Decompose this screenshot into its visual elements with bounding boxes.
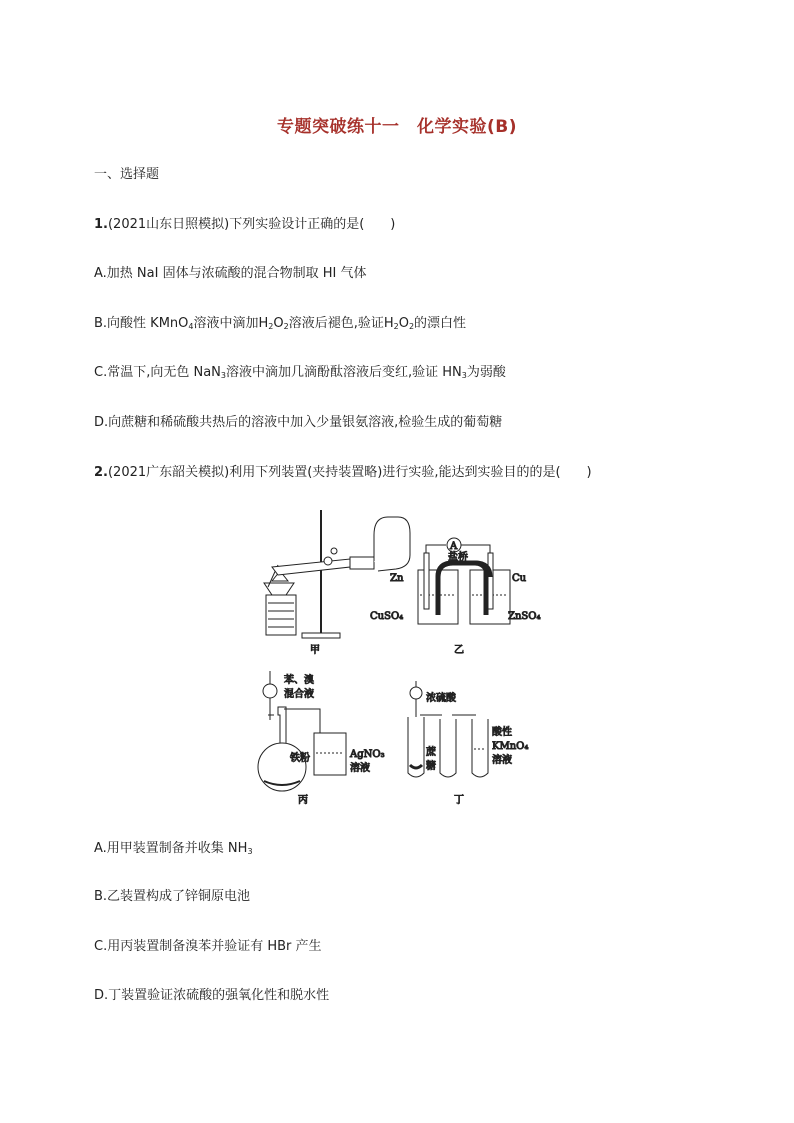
question-2-option-b[interactable]: B.乙装置构成了锌铜原电池	[94, 889, 251, 904]
question-1-number: 1.	[94, 217, 108, 232]
question-1-option-c[interactable]: C.常温下,向无色 NaN$_3$溶液中滴加几滴酚酞溶液后变红,验证 $HN_3$为弱酸	[94, 365, 506, 380]
cu-label: Cu	[512, 573, 527, 584]
caption-ding: 丁	[454, 795, 464, 806]
question-1-stem	[94, 216, 395, 234]
apparatus-bing	[258, 671, 385, 806]
question-2-stem	[94, 464, 592, 482]
sucrose-label-1: 蔗	[426, 747, 436, 758]
kmno4-label-2: KMnO₄	[492, 741, 529, 752]
caption-yi: 乙	[454, 645, 464, 656]
question-1-option-a[interactable]: A.加热 NaI 固体与浓硫酸的混合物制取 HI 气体	[94, 266, 367, 281]
apparatus-jia	[264, 510, 410, 656]
zn-label: Zn	[390, 573, 404, 584]
znso4-label: ZnSO₄	[508, 611, 541, 622]
question-1-option-b[interactable]: B.向酸性 KMnO$_4$溶液中滴加$H_2O_2$溶液后褪色,验证$H_2O_2$的漂白性	[94, 316, 467, 331]
iron-label: 铁粉	[290, 753, 310, 764]
conc-acid-label: 浓硫酸	[426, 693, 456, 704]
agno3-label-2: 溶液	[350, 763, 370, 774]
question-2-number: 2.	[94, 465, 108, 480]
caption-bing: 丙	[298, 795, 308, 806]
question-2-text: (2021广东韶关模拟)利用下列装置(夹持装置略)进行实验,能达到实验目的的是( )	[107, 465, 592, 480]
question-1-text: (2021山东日照模拟)下列实验设计正确的是( )	[107, 217, 396, 232]
kmno4-label-3: 溶液	[492, 755, 512, 766]
apparatus-diagram	[250, 505, 550, 810]
question-2-option-d[interactable]: D.丁装置验证浓硫酸的强氧化性和脱水性	[94, 988, 330, 1003]
section-heading: 一、选择题	[94, 167, 160, 182]
question-2-option-c[interactable]: C.用丙装置制备溴苯并验证有 HBr 产生	[94, 939, 322, 954]
question-2-option-a[interactable]: A.用甲装置制备并收集 $NH_3$	[94, 841, 253, 856]
apparatus-ding	[408, 681, 528, 806]
caption-jia: 甲	[310, 645, 320, 656]
question-1-option-d[interactable]: D.向蔗糖和稀硫酸共热后的溶液中加入少量银氨溶液,检验生成的葡萄糖	[94, 415, 503, 430]
page-title: 专题突破练十一 化学实验(B)	[277, 117, 517, 137]
ammeter-label: A	[450, 541, 458, 552]
cuso4-label: CuSO₄	[370, 611, 404, 622]
agno3-label-1: AgNO₃	[350, 749, 385, 760]
benzene-label-1: 苯、溴	[284, 675, 314, 686]
sucrose-label-2: 糖	[426, 761, 436, 772]
benzene-label-2: 混合液	[284, 689, 314, 700]
kmno4-label-1: 酸性	[492, 727, 512, 738]
salt-bridge-label: 盐桥	[448, 552, 468, 563]
